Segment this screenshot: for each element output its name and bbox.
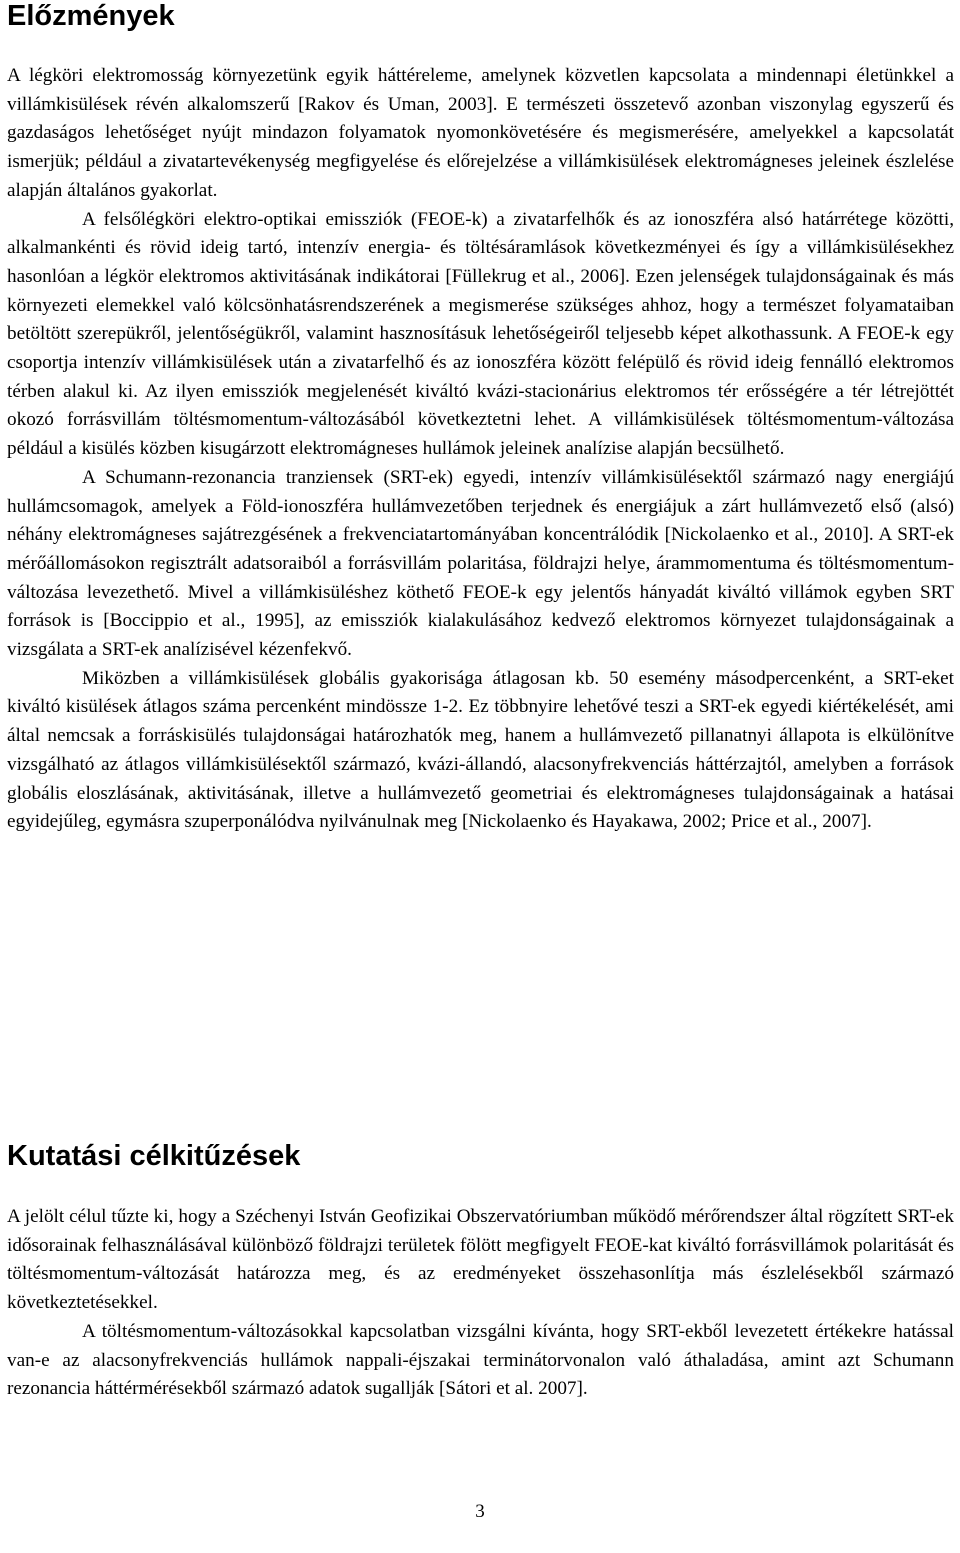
- paragraph: A jelölt célul tűzte ki, hogy a Széchenyi István Geofizikai Obszervatóriumban működő mérőrendszer által rögzített SRT-ek idősorainak felhasználásával különböző földrajzi területek fölött megfigyelt FEOE-kat kiváltó forrásvillámok polaritását és töltésmomentum-változását határozza meg, és az eredményeket összehasonlítja más észlelésekből származó következtetésekkel.: [7, 1206, 954, 1314]
- section-body-elozmenyek: [7, 62, 954, 837]
- paragraph: A légköri elektromosság környezetünk egyik háttéreleme, amelynek közvetlen kapcsolata a mindennapi életünkkel a villámkisülések révén alkalomszerű [Rakov és Uman, 2003]. E természeti összetevő azonban viszonylag egyszerű és gazdaságos lehetőséget nyújt mindazon folyamatok nyomonkövetésére és megismerésére, amelyekkel a kapcsolatát ismerjük; például a zivatartevékenység megfigyelése és előrejelzése a villámkisülések elektromágneses jeleinek észlelése alapján általános gyakorlat.: [7, 65, 954, 201]
- paragraph: A felsőlégköri elektro-optikai emissziók (FEOE-k) a zivatarfelhők és az ionoszféra alsó határrétege közötti, alkalmankénti és rövid ideig tartó, intenzív energia- és töltésáramlások következményei és így a villámkisülésekhez hasonlóan a légkör elektromos aktivitásának indikátorai [Füllekrug et al., 2006]. Ezen jelenségek tulajdonságainak és más környezeti elemekkel való kölcsönhatásrendszerének a megismerése szükséges ahhoz, hogy a természet folyamataiban betöltött szerepükről, jelentőségükről, valamint hasznosításuk lehetőségeiről teljesebb képet alkothassunk. A FEOE-k egy csoportja intenzív villámkisülések után a zivatarfelhő és az ionoszféra között felépülő és rövid ideig fennálló elektromos térben alakul ki. Az ilyen emissziók megjelenését kiváltó kvázi-stacionárius elektromos tér erősségére a tér létrejöttét okozó forrásvillám töltésmomentum-változásából következtetni lehet. A villámkisülések töltésmomentum-változása például a kisülés közben kisugárzott elektromágneses hullámok jeleinek analízise alapján becsülhető.: [7, 208, 954, 460]
- paragraph: A Schumann-rezonancia tranziensek (SRT-ek) egyedi, intenzív villámkisülésektől származó nagy energiájú hullámcsomagok, amelyek a Föld-ionoszféra hullámvezetőben terjednek és energiájuk a zárt hullámvezető első (alsó) néhány elektromágneses sajátrezgésének a frekvenciatartományában koncentrálódik [Nickolaenko et al., 2010]. A SRT-ek mérőállomásokon regisztrált adatsoraiból a forrásvillám polaritása, földrajzi helye, árammomentuma és töltésmomentum-változása levezethető. Mivel a villámkisüléshez köthető FEOE-k egy jelentős hányadát kiváltó villámok egyben SRT források is [Boccippio et al., 1995], az emissziók kialakulásához kedvező elektromos környezet tulajdonságainak a vizsgálata a SRT-ek analízisével kézenfekvő.: [7, 466, 954, 661]
- paragraph: Miközben a villámkisülések globális gyakorisága átlagosan kb. 50 esemény másodpercenként, a SRT-eket kiváltó kisülések átlagos száma percenként mindössze 1-2. Ez többnyire lehetővé teszi a SRT-ek egyedi kiértékelését, ami által nemcsak a forráskisülés tulajdonságai határozhatók meg, hanem a hullámvezető pillanatnyi állapota is elkülönítve vizsgálható az átlagos villámkisülésektől származó, kvázi-állandó, alacsonyfrekvenciás háttérzajtól, amelyben a források globális eloszlásának, aktivitásának, illetve a hullámvezető geometriai és elektromágneses tulajdonságainak a hatásai egyidejűleg, egymásra szuperponálódva nyilvánulnak meg [Nickolaenko és Hayakawa, 2002; Price et al., 2007].: [7, 667, 954, 833]
- page-number: 3: [475, 1501, 485, 1522]
- section-heading-kutatasi-celkitusek: Kutatási célkitűzések: [7, 1140, 301, 1172]
- section-body-kutatasi-celkitusek: [7, 1203, 954, 1404]
- section-heading-elozmenyek: Előzmények: [7, 0, 175, 32]
- paragraph: A töltésmomentum-változásokkal kapcsolatban vizsgálni kívánta, hogy SRT-ekből levezetett értékekre hatással van-e az alacsonyfrekvenciás hullámok nappali-éjszakai terminátorvonalon való áthaladása, amint azt Schumann rezonancia háttérmérésekből származó adatok sugallják [Sátori et al. 2007].: [7, 1320, 954, 1400]
